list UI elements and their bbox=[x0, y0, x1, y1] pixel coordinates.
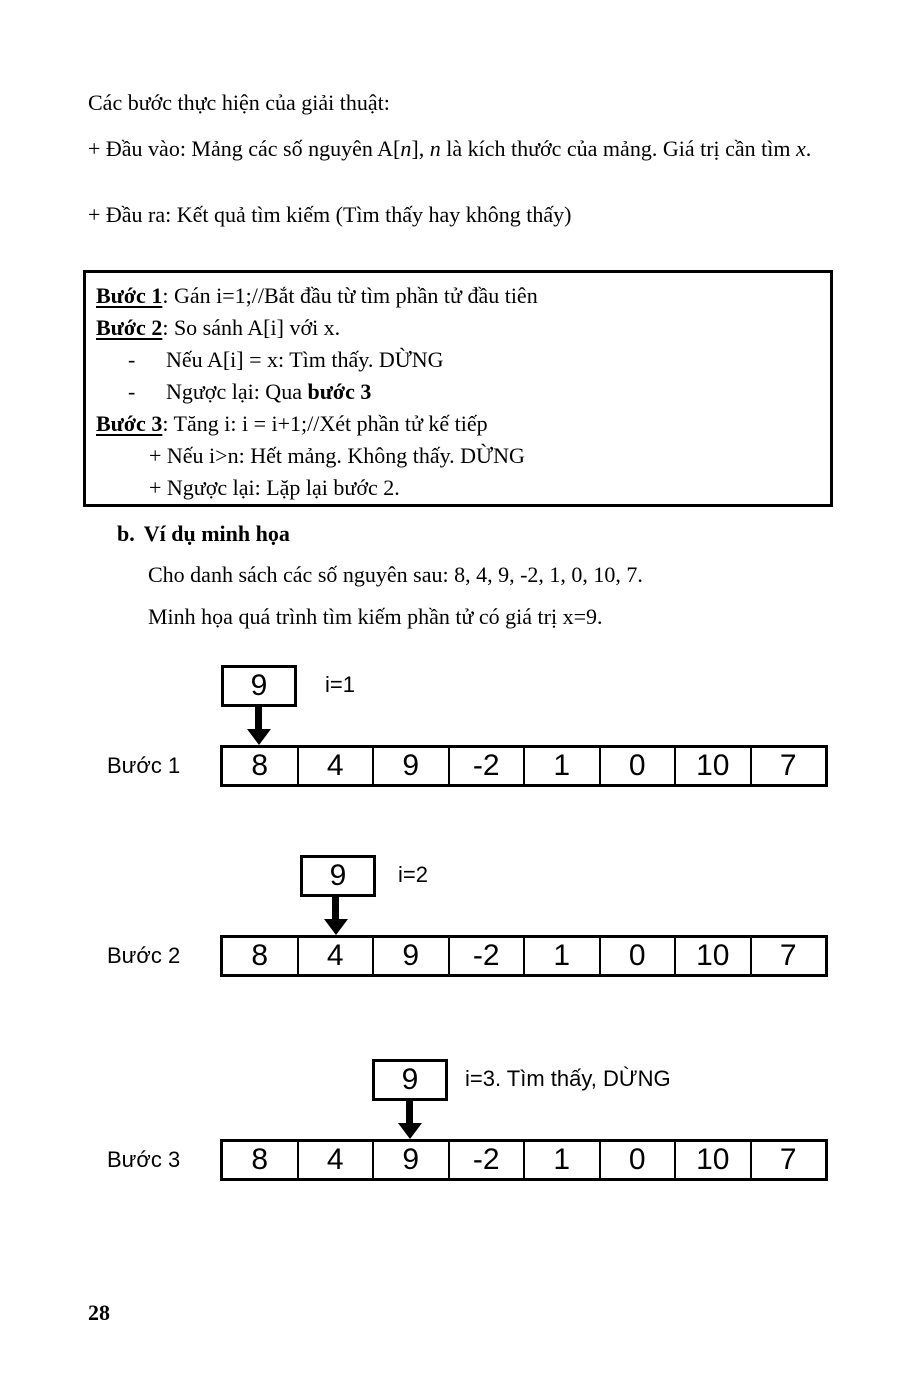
down-arrow-icon bbox=[398, 1123, 422, 1139]
step-2-line bbox=[96, 312, 822, 344]
output-description-paragraph: + Đầu ra: Kết quả tìm kiếm (Tìm thấy hay không thấy) bbox=[88, 202, 572, 227]
array-cell: 1 bbox=[525, 1142, 601, 1178]
var-n: n bbox=[400, 136, 412, 161]
array-cell: 0 bbox=[601, 748, 677, 784]
array-cell: 7 bbox=[779, 1143, 797, 1176]
search-value-box: 9 bbox=[300, 855, 376, 897]
step-2-case-found-text: Nếu A[i] = x: Tìm thấy. DỪNG bbox=[166, 347, 444, 372]
array-cell: 1 bbox=[525, 938, 601, 974]
var-x: x bbox=[796, 136, 806, 161]
algorithm-steps-box bbox=[83, 270, 833, 507]
diagram-step-1 bbox=[0, 665, 916, 790]
array-cell: 8 bbox=[223, 748, 299, 784]
array-cell: 8 bbox=[223, 938, 299, 974]
step-3-text: : Tăng i: i = i+1;//Xét phần tử kế tiếp bbox=[162, 411, 488, 436]
page-number: 28 bbox=[88, 1300, 110, 1325]
array-cell: 8 bbox=[223, 1142, 299, 1178]
step-3-case-loop: + Ngược lại: Lặp lại bước 2. bbox=[149, 475, 400, 500]
array-cell: 9 bbox=[374, 1142, 450, 1178]
step-3-line bbox=[96, 408, 822, 440]
example-heading-title: Ví dụ minh họa bbox=[143, 521, 290, 546]
iteration-note: i=2 bbox=[398, 862, 428, 887]
input-description-paragraph bbox=[88, 130, 836, 168]
var-n: n bbox=[429, 136, 441, 161]
array-row bbox=[220, 935, 828, 977]
array-cell: 0 bbox=[601, 1142, 677, 1178]
array-cell: 9 bbox=[374, 938, 450, 974]
example-goal-line: Minh họa quá trình tìm kiếm phần tử có giá trị x=9. bbox=[148, 604, 603, 629]
array-cell: 4 bbox=[299, 938, 375, 974]
diagram-step-3 bbox=[0, 1059, 916, 1184]
iteration-note: i=1 bbox=[325, 672, 355, 697]
array-cell: -2 bbox=[450, 938, 526, 974]
array-cell: 7 bbox=[779, 749, 797, 782]
step-3-label: Bước 3 bbox=[96, 411, 163, 436]
array-row bbox=[220, 745, 828, 787]
input-seg: ], bbox=[411, 136, 430, 161]
example-heading bbox=[117, 519, 290, 549]
diagram-step-2-label: Bước 2 bbox=[107, 943, 181, 968]
step-1-text: : Gán i=1;//Bắt đầu từ tìm phần tử đầu tiên bbox=[162, 283, 538, 308]
input-seg: + Đầu vào: Mảng các số nguyên A[ bbox=[88, 136, 401, 161]
down-arrow-icon bbox=[324, 919, 348, 935]
array-cell: 0 bbox=[601, 938, 677, 974]
step-2-text: : So sánh A[i] với x. bbox=[162, 315, 341, 340]
array-cell: 7 bbox=[779, 939, 797, 972]
down-arrow-shaft bbox=[255, 707, 262, 731]
step-1-label: Bước 1 bbox=[96, 283, 163, 308]
input-seg: là kích thước của mảng. Giá trị cần tìm bbox=[440, 136, 796, 161]
array-cell: 10 bbox=[676, 748, 752, 784]
down-arrow-shaft bbox=[332, 897, 339, 921]
step-3-case-end: + Nếu i>n: Hết mảng. Không thấy. DỪNG bbox=[149, 443, 525, 468]
search-value-box: 9 bbox=[372, 1059, 448, 1101]
array-cell: 4 bbox=[299, 748, 375, 784]
diagram-step-1-label: Bước 1 bbox=[107, 753, 181, 778]
step-1-line bbox=[96, 280, 822, 312]
algorithm-steps-heading: Các bước thực hiện của giải thuật: bbox=[88, 90, 390, 115]
step-2-case-else-text: Ngược lại: Qua bbox=[166, 379, 308, 404]
iteration-note: i=3. Tìm thấy, DỪNG bbox=[465, 1066, 671, 1091]
array-row bbox=[220, 1139, 828, 1181]
diagram-step-2 bbox=[0, 855, 916, 980]
step-2-label: Bước 2 bbox=[96, 315, 163, 340]
array-cell: -2 bbox=[450, 1142, 526, 1178]
down-arrow-shaft bbox=[406, 1101, 413, 1125]
array-cell: 1 bbox=[525, 748, 601, 784]
array-cell: 9 bbox=[374, 748, 450, 784]
step-3-reference: bước 3 bbox=[307, 379, 372, 404]
step-2-case-else bbox=[96, 376, 822, 408]
array-cell: 4 bbox=[299, 1142, 375, 1178]
example-heading-marker: b. bbox=[117, 521, 135, 546]
search-value-box: 9 bbox=[221, 665, 297, 707]
down-arrow-icon bbox=[247, 729, 271, 745]
array-cell: 10 bbox=[676, 1142, 752, 1178]
example-list-line: Cho danh sách các số nguyên sau: 8, 4, 9, -2, 1, 0, 10, 7. bbox=[148, 562, 643, 587]
step-2-case-found bbox=[96, 344, 822, 376]
diagram-step-3-label: Bước 3 bbox=[107, 1147, 181, 1172]
array-cell: -2 bbox=[450, 748, 526, 784]
input-seg: . bbox=[805, 136, 812, 161]
dash-bullet: - bbox=[128, 379, 136, 404]
dash-bullet: - bbox=[128, 347, 136, 372]
array-cell: 10 bbox=[676, 938, 752, 974]
